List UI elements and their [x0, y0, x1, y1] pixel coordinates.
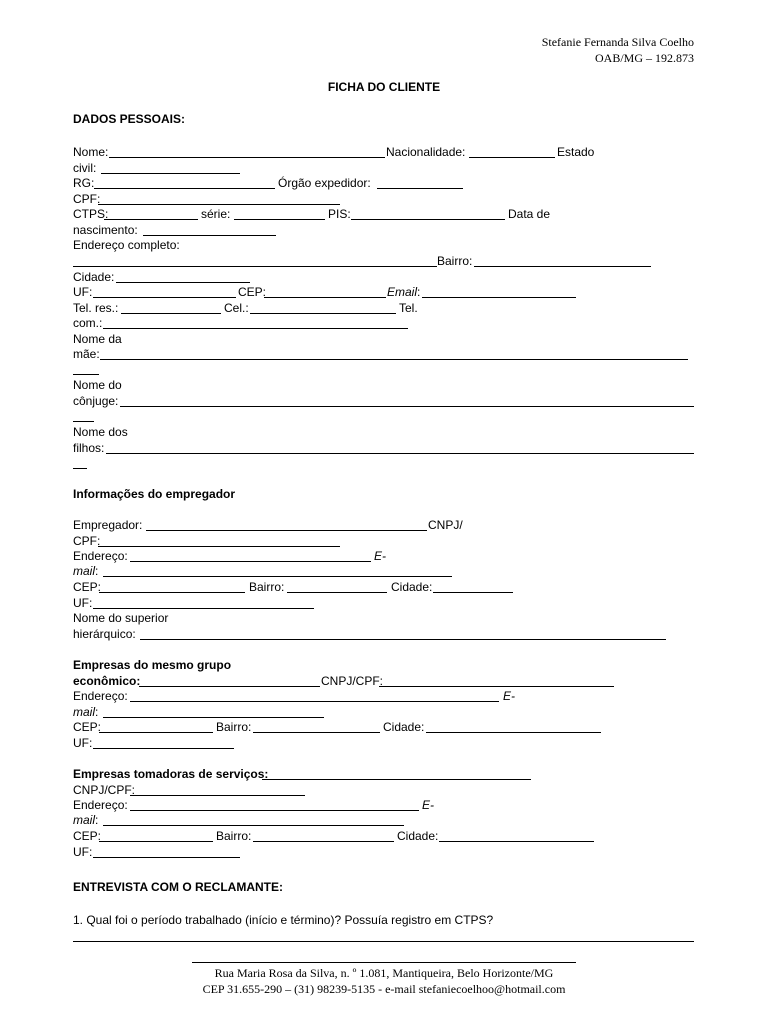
- field-grupo-uf[interactable]: [93, 748, 234, 749]
- section-grupo-economico-2: econômico:: [73, 674, 141, 688]
- label-uf: UF:: [73, 285, 93, 299]
- label-empregador-email-2: [73, 564, 98, 579]
- field-tomadora-bairro[interactable]: [253, 841, 394, 842]
- footer-address: Rua Maria Rosa da Silva, n. º 1.081, Mantiqueira, Belo Horizonte/MG: [214, 966, 554, 980]
- label-email: [387, 285, 420, 300]
- field-cel[interactable]: [250, 313, 396, 314]
- field-grupo-email[interactable]: [103, 717, 324, 718]
- field-empregador[interactable]: [146, 530, 427, 531]
- label-nome: Nome:: [73, 145, 109, 159]
- field-cpf[interactable]: [98, 204, 340, 205]
- label-nome-conjuge-1: Nome do: [73, 378, 122, 392]
- field-nome-filhos[interactable]: [106, 453, 694, 454]
- label-empregador-email-colon: :: [95, 564, 99, 578]
- field-tomadora-email[interactable]: [103, 825, 404, 826]
- field-grupo-cidade[interactable]: [426, 732, 601, 733]
- label-cep: CEP:: [238, 285, 267, 299]
- label-superior-2: hierárquico:: [73, 627, 136, 641]
- label-tel-res: Tel. res.:: [73, 301, 119, 315]
- label-email-text: Email: [387, 285, 418, 299]
- field-grupo-cnpj[interactable]: [379, 686, 614, 687]
- section-entrevista: ENTREVISTA COM O RECLAMANTE:: [73, 880, 283, 894]
- field-empregador-uf[interactable]: [93, 608, 314, 609]
- field-question-1-answer[interactable]: [73, 941, 694, 942]
- label-nome-filhos-1: Nome dos: [73, 425, 128, 439]
- label-empregador-cnpj: CNPJ/: [428, 518, 463, 532]
- field-nacionalidade[interactable]: [469, 157, 555, 158]
- field-empregador-bairro[interactable]: [287, 592, 387, 593]
- label-nome-mae-2: mãe:: [73, 347, 100, 361]
- label-nome-mae-1: Nome da: [73, 332, 122, 346]
- label-grupo-email-text: mail: [73, 705, 96, 719]
- field-bairro[interactable]: [474, 266, 651, 267]
- label-tomadora-cnpj: CNPJ/CPF:: [73, 783, 136, 797]
- label-data-nascimento: Data de: [508, 207, 551, 221]
- field-rg[interactable]: [94, 188, 275, 189]
- label-empregador-endereco: Endereço:: [73, 549, 128, 563]
- label-email-colon: :: [417, 285, 421, 299]
- field-empregador-cidade[interactable]: [433, 592, 513, 593]
- field-cep[interactable]: [264, 297, 386, 298]
- label-tomadora-uf: UF:: [73, 845, 93, 859]
- field-grupo-empresa[interactable]: [139, 686, 320, 687]
- field-orgao-expedidor[interactable]: [377, 188, 463, 189]
- label-grupo-uf: UF:: [73, 736, 93, 750]
- field-grupo-endereco[interactable]: [130, 701, 499, 702]
- label-nome-filhos-2: filhos:: [73, 441, 105, 455]
- label-grupo-endereco: Endereço:: [73, 689, 128, 703]
- label-empregador-email-text: mail: [73, 564, 96, 578]
- footer-divider: [192, 962, 576, 963]
- field-nome-mae-cont[interactable]: [73, 374, 99, 375]
- section-grupo-economico-1: Empresas do mesmo grupo: [73, 658, 232, 672]
- field-grupo-bairro[interactable]: [253, 732, 380, 733]
- label-tomadora-email-2: [73, 813, 98, 828]
- label-empregador: Empregador:: [73, 518, 143, 532]
- label-superior-1: Nome do superior: [73, 611, 169, 625]
- field-empregador-email[interactable]: [103, 576, 452, 577]
- label-estado-civil: civil:: [73, 161, 97, 175]
- label-pis: PIS:: [328, 207, 351, 221]
- field-nome-filhos-cont[interactable]: [73, 468, 87, 469]
- field-uf[interactable]: [93, 297, 236, 298]
- field-tomadora-endereco[interactable]: [130, 810, 419, 811]
- label-cpf: CPF:: [73, 192, 101, 206]
- label-ctps: CTPS:: [73, 207, 109, 221]
- label-grupo-cep: CEP:: [73, 720, 102, 734]
- label-empregador-cidade: Cidade:: [391, 580, 433, 594]
- field-tel-com[interactable]: [103, 328, 408, 329]
- label-tomadora-endereco: Endereço:: [73, 798, 128, 812]
- label-grupo-email-colon: :: [95, 705, 99, 719]
- field-grupo-cep[interactable]: [99, 732, 213, 733]
- label-tomadora-email-text: mail: [73, 813, 96, 827]
- label-tomadora-cidade: Cidade:: [397, 829, 439, 843]
- label-tomadora-cep: CEP:: [73, 829, 102, 843]
- label-tel-com: Tel.: [399, 301, 418, 315]
- label-empregador-cpf: CPF:: [73, 534, 101, 548]
- field-nome-mae[interactable]: [100, 359, 688, 360]
- label-bairro: Bairro:: [437, 254, 473, 268]
- field-nome-conjuge[interactable]: [120, 406, 694, 407]
- label-grupo-cidade: Cidade:: [383, 720, 425, 734]
- label-empregador-cep: CEP:: [73, 580, 102, 594]
- label-grupo-email-2: [73, 705, 98, 720]
- label-grupo-email-1: E-: [503, 689, 515, 703]
- label-empregador-bairro: Bairro:: [249, 580, 285, 594]
- label-empregador-email-1: E-: [374, 549, 386, 563]
- label-nascimento: nascimento:: [73, 223, 138, 237]
- field-empregador-endereco[interactable]: [130, 561, 371, 562]
- label-serie: série:: [201, 207, 231, 221]
- section-dados-pessoais: DADOS PESSOAIS:: [73, 112, 186, 126]
- label-rg: RG:: [73, 176, 95, 190]
- label-empregador-uf: UF:: [73, 596, 93, 610]
- field-empregador-cep[interactable]: [99, 592, 245, 593]
- field-nome[interactable]: [109, 157, 385, 158]
- field-endereco-completo[interactable]: [73, 266, 437, 267]
- footer-contact: CEP 31.655-290 – (31) 98239-5135 - e-mail stefaniecoelhoo@hotmail.com: [202, 982, 566, 996]
- question-1: 1. Qual foi o período trabalhado (início e término)? Possuía registro em CTPS?: [73, 913, 494, 927]
- oab-number: OAB/MG – 192.873: [594, 51, 694, 65]
- label-endereco-completo: Endereço completo:: [73, 238, 180, 252]
- field-cidade[interactable]: [116, 282, 250, 283]
- field-empregador-cnpj[interactable]: [98, 546, 340, 547]
- field-tomadora-cidade[interactable]: [439, 841, 594, 842]
- field-tomadora-cnpj[interactable]: [130, 795, 305, 796]
- label-com: com.:: [73, 316, 103, 330]
- field-email[interactable]: [422, 297, 576, 298]
- label-grupo-bairro: Bairro:: [216, 720, 252, 734]
- field-estado-civil[interactable]: [101, 173, 240, 174]
- label-cel: Cel.:: [224, 301, 249, 315]
- label-tomadora-email-1: E-: [422, 798, 434, 812]
- label-grupo-cnpj: CNPJ/CPF:: [321, 674, 384, 688]
- field-tomadora-cep[interactable]: [99, 841, 213, 842]
- page-title: FICHA DO CLIENTE: [327, 80, 441, 94]
- lawyer-name: Stefanie Fernanda Silva Coelho: [541, 35, 694, 49]
- field-tomadora-empresa[interactable]: [262, 779, 531, 780]
- field-ctps[interactable]: [104, 219, 198, 220]
- field-nascimento[interactable]: [143, 235, 276, 236]
- label-tomadora-email-colon: :: [95, 813, 99, 827]
- section-tomadoras: Empresas tomadoras de serviços:: [73, 767, 269, 781]
- field-pis[interactable]: [351, 219, 505, 220]
- label-nacionalidade: Nacionalidade:: [386, 145, 466, 159]
- section-empregador: Informações do empregador: [73, 487, 236, 501]
- label-cidade: Cidade:: [73, 270, 115, 284]
- label-tomadora-bairro: Bairro:: [216, 829, 252, 843]
- label-estado: Estado: [557, 145, 595, 159]
- field-nome-conjuge-cont[interactable]: [73, 421, 94, 422]
- field-superior[interactable]: [140, 639, 666, 640]
- field-serie[interactable]: [234, 219, 325, 220]
- field-tomadora-uf[interactable]: [93, 857, 240, 858]
- field-tel-res[interactable]: [121, 313, 221, 314]
- label-orgao-expedidor: Órgão expedidor:: [278, 176, 371, 190]
- label-nome-conjuge-2: cônjuge:: [73, 394, 119, 408]
